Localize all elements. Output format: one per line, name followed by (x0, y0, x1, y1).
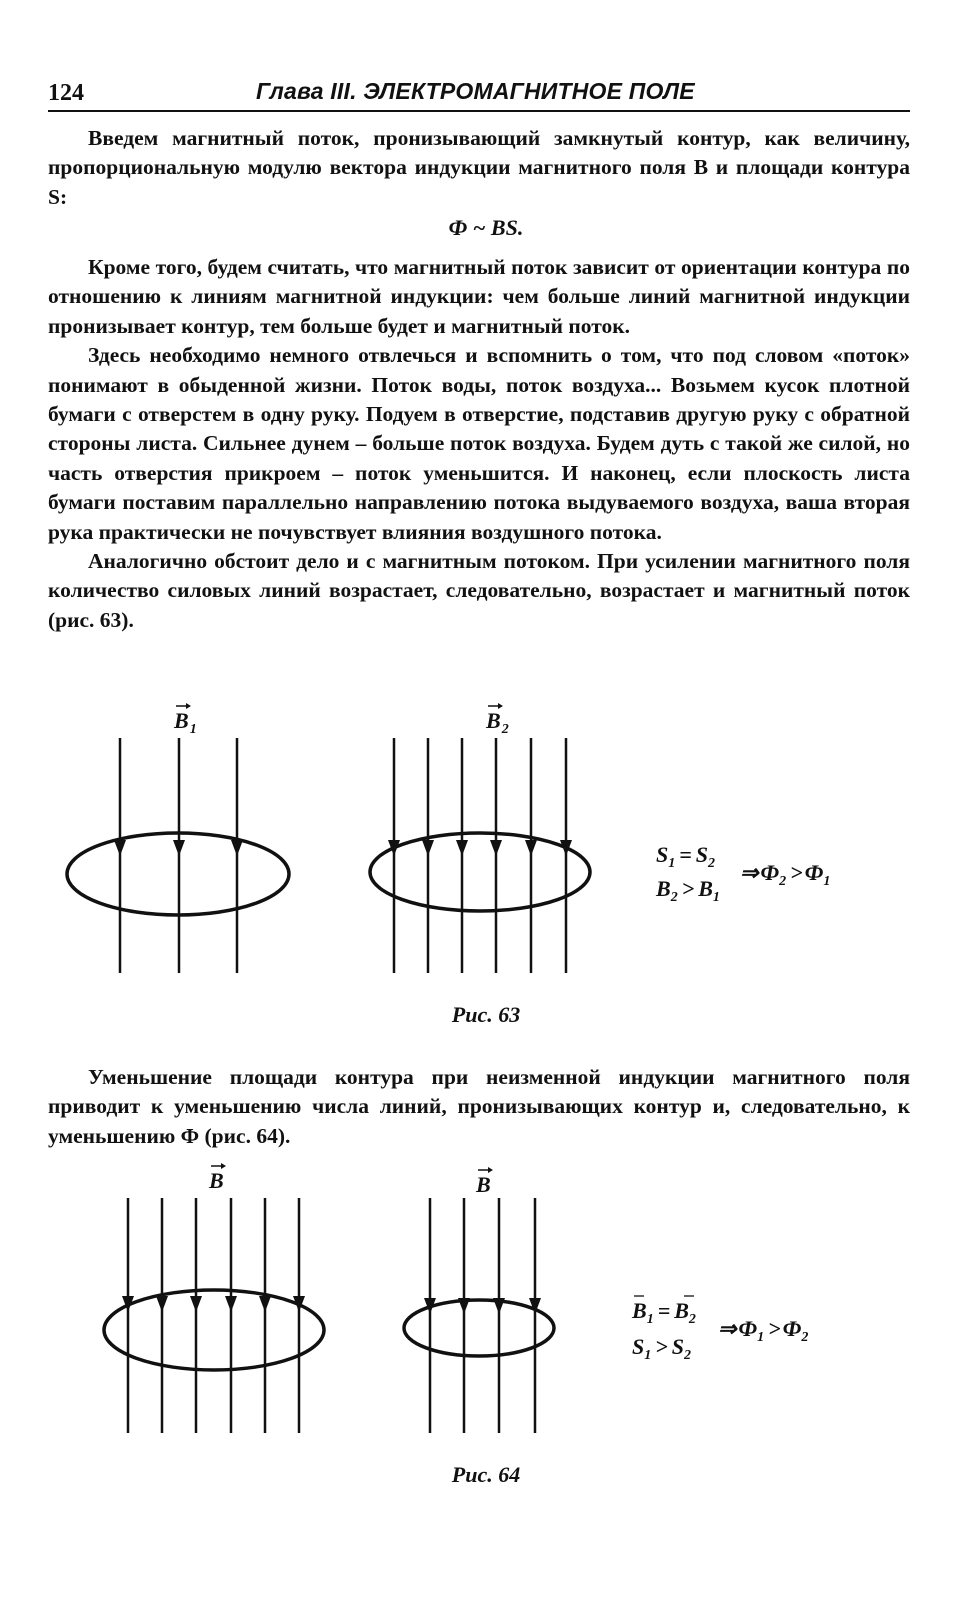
arrow-head (173, 840, 185, 856)
condition-1: $B_1 = B_2$ (632, 1298, 696, 1327)
running-title: Глава III. ЭЛЕКТРОМАГНИТНОЕ ПОЛЕ (256, 78, 695, 104)
field-label-b: B (476, 1172, 491, 1197)
arrow-head (231, 840, 243, 856)
flux-formula: Ф ~ BS. (448, 215, 524, 240)
field-arrows (388, 840, 572, 856)
field-lines (128, 1198, 299, 1433)
paragraph-5-block (48, 1063, 910, 1151)
paragraphs-2-4-block (48, 253, 910, 635)
field-arrows (114, 840, 243, 856)
arrow-head (458, 1298, 470, 1314)
figure-63-left-group (67, 703, 289, 973)
figure-63-caption: Рис. 63 (451, 1002, 521, 1027)
condition-2: $B_2 > B_1$ (656, 876, 720, 905)
field-lines (394, 738, 566, 973)
arrow-head (456, 840, 468, 856)
arrow-head (259, 1296, 271, 1312)
figure-64 (0, 1150, 972, 1450)
field-label-b1: $B_1$ (174, 708, 197, 737)
paragraph: Кроме того, будем считать, что магнитный поток зависит от ориентации контура по отношению к линиям магнитной индукции: чем больше линий магнитной индукции пронизывает контур, тем больше будет и магнитный поток. (48, 255, 910, 338)
paragraph: Введем магнитный поток, пронизывающий замкнутый контур, как величину, пропорциональную модулю вектора индукции магнитного поля B и площади контура S: (48, 126, 910, 209)
arrow-head (422, 840, 434, 856)
arrow-head (225, 1296, 237, 1312)
figure-64-left-group (104, 1163, 324, 1433)
contour-ellipse (404, 1300, 554, 1356)
paragraph-1-block (48, 124, 910, 212)
arrow-head (114, 840, 126, 856)
condition-2: $S_1 > S_2$ (632, 1334, 692, 1363)
page-number: 124 (48, 80, 84, 106)
paragraph: Уменьшение площади контура при неизменной индукции магнитного поля приводит к уменьшению числа линий, пронизывающих контур и, следовательно, к уменьшению Ф (рис. 64). (48, 1065, 910, 1148)
flux-result: $\Rightarrow Ф_2 >Ф_1$ (740, 860, 831, 889)
arrow-head (490, 840, 502, 856)
page-header (48, 76, 910, 112)
arrow-head (525, 840, 537, 856)
condition-1: $S_1 = S_2$ (656, 842, 716, 871)
field-label-b2: $B_2$ (486, 708, 509, 737)
figure-64-caption: Рис. 64 (451, 1462, 521, 1487)
figure-63-right-group (370, 703, 590, 973)
flux-result: $\Rightarrow Ф_1 >Ф_2$ (718, 1316, 809, 1345)
field-lines (120, 738, 237, 973)
figure-63 (0, 690, 972, 990)
arrow-head (190, 1296, 202, 1312)
contour-ellipse (370, 833, 590, 911)
arrow-head (493, 1298, 505, 1314)
figure-64-right-group (404, 1167, 554, 1433)
paragraph: Аналогично обстоит дело и с магнитным потоком. При усилении магнитного поля количество силовых линий возрастает, следовательно, возрастает и магнитный поток (рис. 63). (48, 549, 910, 632)
contour-ellipse (104, 1290, 324, 1370)
field-label-b: B (209, 1168, 224, 1193)
field-lines (430, 1198, 535, 1433)
paragraph: Здесь необходимо немного отвлечься и вспомнить о том, что под словом «поток» понимают в обыденной жизни. Поток воды, поток воздуха... Возьмем кусок плотной бумаги с отверстем в одну руку. Подуем в отверстие, подставив другую руку с обратной стороны листа. Сильнее дунем – больше поток воздуха. Будем дуть с такой же силой, но часть отверстия прикроем – поток уменьшится. И наконец, если плоскость листа бумаги поставим параллельно направлению потока выдуваемого воздуха, ваша вторая рука практически не почувствует влияния воздушного потока. (48, 343, 910, 544)
figure-63-relation (655, 842, 830, 905)
arrow-head (156, 1296, 168, 1312)
figure-64-relation (631, 1296, 808, 1363)
